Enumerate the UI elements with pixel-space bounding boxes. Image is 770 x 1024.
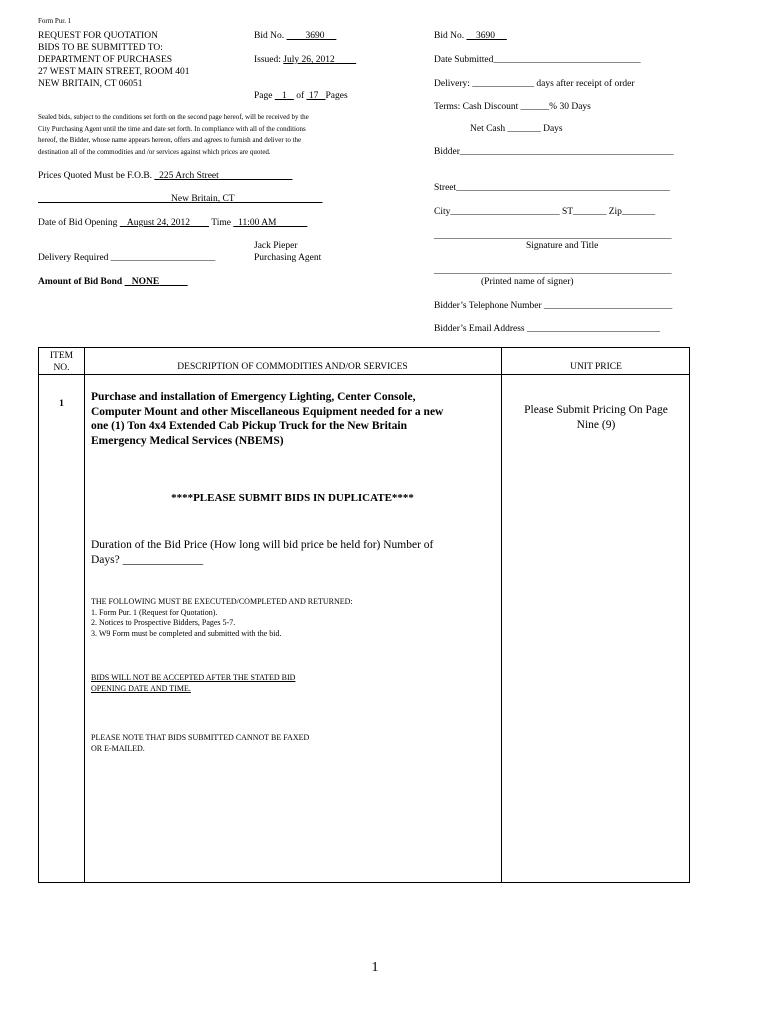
agent-name: Jack Pieper (254, 241, 298, 251)
rfq-title: REQUEST FOR QUOTATION (38, 31, 158, 41)
delivery-required-field[interactable]: Delivery Required ______________________ (38, 253, 216, 263)
bid-no-right: Bid No. 3690 (434, 31, 495, 41)
sealed-bids-text: Sealed bids, subject to the conditions set forth on the second page hereof, will be received by the City Purchasing Agent until the time and date set forth. In compliance with all of the conditions hereof, the Bidder, whose name appears hereon, offers and agrees to furnish and deliver to the destination all of the commodities and /or services against which prices are quoted. (38, 113, 309, 156)
form-id: Form Pur. 1 (38, 17, 72, 25)
column-divider (84, 348, 85, 882)
late-bid-notice: BIDS WILL NOT BE ACCEPTED AFTER THE STATED BID OPENING DATE AND TIME. (91, 673, 296, 693)
page-count: Page 1 of 17 Pages (254, 91, 348, 101)
telephone-field[interactable]: Bidder’s Telephone Number ___________________________ (434, 301, 673, 311)
col-header-item: ITEM NO. (49, 351, 74, 373)
bid-no-middle (254, 30, 336, 42)
signature-line[interactable]: __________________________________________________ (434, 231, 672, 241)
required-documents: THE FOLLOWING MUST BE EXECUTED/COMPLETED AND RETURNED: 1. Form Pur. 1 (Request for Quotation). 2. Notices to Prospective Bidders, Pages 5-7. 3. W9 Form must be completed and submitted with the bid. (91, 597, 353, 638)
agent-title: Purchasing Agent (254, 253, 322, 263)
header-divider (39, 374, 689, 375)
cash-discount-field[interactable]: Terms: Cash Discount ______% 30 Days (434, 102, 591, 112)
bid-duration-field[interactable]: Duration of the Bid Price (How long will bid price be held for) Number of Days? ______________ (91, 539, 434, 566)
item-description: Purchase and installation of Emergency Lighting, Center Console, Computer Mount and other Miscellaneous Equipment needed for a new one (1) Ton 4x4 Extended Cab Pickup Truck for the New Britain Emergency Medical Services (NBEMS) (91, 391, 444, 447)
net-cash-field[interactable]: Net Cash _______ Days (470, 124, 563, 134)
email-field[interactable]: Bidder’s Email Address ____________________________ (434, 324, 660, 334)
item-number: 1 (59, 399, 64, 409)
bidder-field[interactable]: Bidder_____________________________________________ (434, 147, 674, 157)
bid-opening-line: Date of Bid Opening August 24, 2012 Time 11:00 AM (38, 218, 277, 228)
date-submitted-field[interactable]: Date Submitted_______________________________ (434, 55, 641, 65)
printed-name-line[interactable]: __________________________________________________ (434, 266, 672, 276)
delivery-days-field[interactable]: Delivery: _____________ days after receipt of order (434, 79, 635, 89)
commodities-table (38, 347, 690, 883)
fob-line: Prices Quoted Must be F.O.B. 225 Arch Street (38, 171, 219, 181)
page-number: 1 (371, 960, 379, 975)
signature-label: Signature and Title (526, 241, 599, 251)
bid-bond-line: Amount of Bid Bond NONE (38, 277, 160, 287)
street-field[interactable]: Street_____________________________________________ (434, 183, 670, 193)
bid-no-value: 3690 (305, 31, 325, 41)
issued-value: July 26, 2012 (283, 55, 335, 65)
street-line: 27 WEST MAIN STREET, ROOM 401 (38, 67, 190, 77)
submit-to-line: BIDS TO BE SUBMITTED TO: (38, 43, 163, 53)
col-header-unit-price: UNIT PRICE (570, 362, 622, 372)
issued-date: Issued: July 26, 2012 (254, 54, 356, 66)
city-line: NEW BRITAIN, CT 06051 (38, 79, 143, 89)
duplicate-notice: ****PLEASE SUBMIT BIDS IN DUPLICATE**** (171, 492, 414, 504)
printed-name-label: (Printed name of signer) (481, 277, 574, 287)
bid-no-label: Bid No. (254, 31, 285, 41)
city-state-zip-field[interactable]: City_______________________ ST_______ Zip_______ (434, 207, 656, 217)
no-fax-notice: PLEASE NOTE THAT BIDS SUBMITTED CANNOT BE FAXED OR E-MAILED. (91, 733, 310, 753)
unit-price-note: Please Submit Pricing On Page Nine (9) (524, 404, 668, 431)
col-header-description: DESCRIPTION OF COMMODITIES AND/OR SERVICES (177, 362, 408, 372)
department-line: DEPARTMENT OF PURCHASES (38, 55, 173, 65)
fob-city: New Britain, CT (171, 194, 235, 204)
